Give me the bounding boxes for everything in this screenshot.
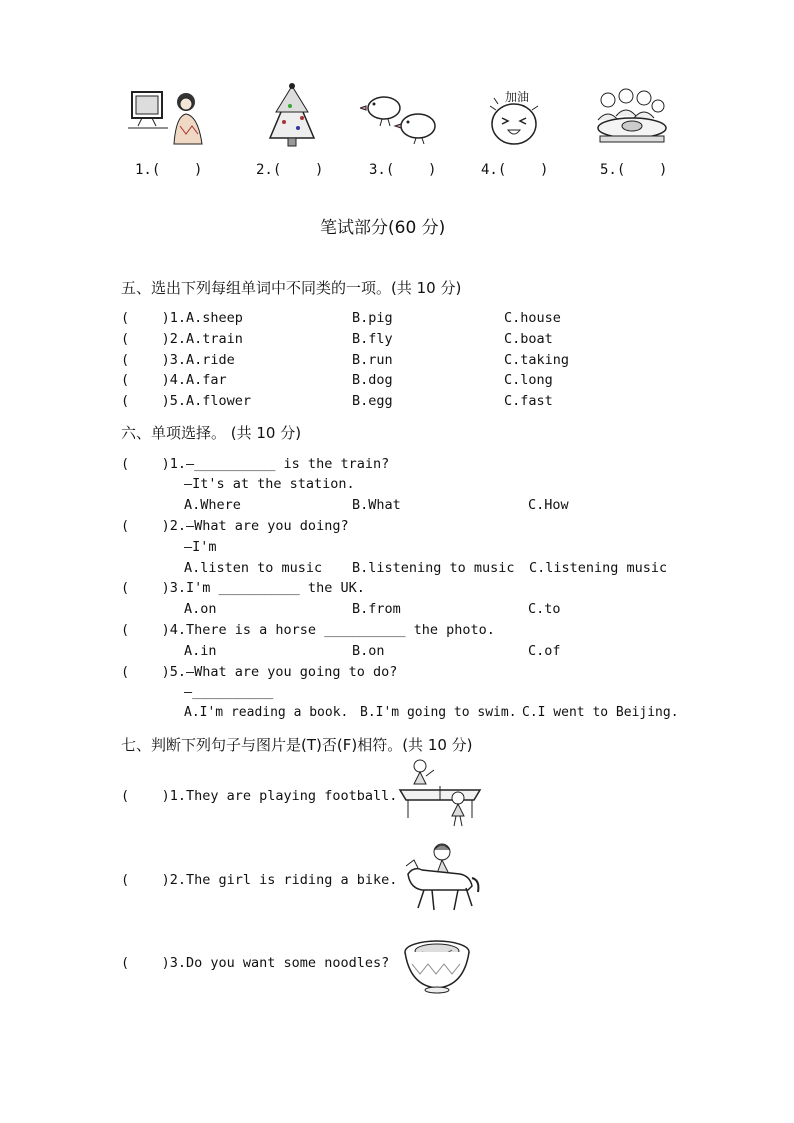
sec6-q2-option-b: B.listening to music xyxy=(352,560,515,576)
sec5-q3-c: C.taking xyxy=(504,352,570,368)
sec6-heading: 六、单项选择。 (共 10 分) xyxy=(121,424,302,442)
sec5-q4-c: C.long xyxy=(504,372,553,388)
girl-riding-horse-icon xyxy=(400,840,480,916)
sec7-q3[interactable]: ( )3.Do you want some noodles? xyxy=(121,955,390,971)
sec6-q5-option-a: A.I'm reading a book. xyxy=(184,705,349,720)
cheer-caption: 加油 xyxy=(505,90,530,104)
sec6-q2-line1[interactable]: ( )2.—What are you doing? xyxy=(121,518,349,534)
picture-2-answer[interactable]: 2.( ) xyxy=(256,162,324,178)
sec6-q5-line2: —__________ xyxy=(184,684,274,700)
sec5-q4-b: B.dog xyxy=(352,372,393,388)
sec6-q2-option-c: C.listening music xyxy=(529,560,668,576)
sec6-q1-option-c: C.How xyxy=(528,497,569,513)
ping-pong-icon xyxy=(396,756,482,828)
sec6-q4-option-b: B.on xyxy=(352,643,385,659)
sec5-q1-c: C.house xyxy=(504,310,561,326)
picture-5-answer[interactable]: 5.( ) xyxy=(600,162,668,178)
sec6-q3-option-c: C.to xyxy=(528,601,561,617)
sec6-q4-option-a: A.in xyxy=(184,643,217,659)
sec6-q2-option-a: A.listen to music xyxy=(184,560,323,576)
sec5-q5-c: C.fast xyxy=(504,393,553,409)
christmas-tree-icon xyxy=(262,82,322,150)
chicks-icon xyxy=(360,90,444,146)
picture-1-answer[interactable]: 1.( ) xyxy=(135,162,203,178)
picture-3-answer[interactable]: 3.( ) xyxy=(369,162,437,178)
sec6-q1-line2: —It's at the station. xyxy=(184,476,355,492)
sec5-q2-b: B.fly xyxy=(352,331,393,347)
girl-watching-tv-icon xyxy=(128,86,212,150)
sec5-q3-b: B.run xyxy=(352,352,393,368)
sec5-q2-a[interactable]: ( )2.A.train xyxy=(121,331,243,347)
sec5-q2-c: C.boat xyxy=(504,331,553,347)
sec5-q4-a[interactable]: ( )4.A.far xyxy=(121,372,227,388)
sec6-q3-line1[interactable]: ( )3.I'm __________ the UK. xyxy=(121,580,365,596)
sec6-q5-option-c: C.I went to Beijing. xyxy=(522,705,679,720)
sec6-q5-line1[interactable]: ( )5.—What are you going to do? xyxy=(121,664,398,680)
sec7-q2[interactable]: ( )2.The girl is riding a bike. xyxy=(121,872,398,888)
sec5-heading: 五、选出下列每组单词中不同类的一项。(共 10 分) xyxy=(121,279,462,297)
sec6-q3-option-b: B.from xyxy=(352,601,401,617)
sec5-q3-a[interactable]: ( )3.A.ride xyxy=(121,352,235,368)
sec6-q2-line2: —I'm xyxy=(184,539,217,555)
sec6-q1-option-a: A.Where xyxy=(184,497,241,513)
family-dinner-icon xyxy=(594,86,670,146)
sec5-q1-a[interactable]: ( )1.A.sheep xyxy=(121,310,243,326)
sec6-q4-option-c: C.of xyxy=(528,643,561,659)
sec6-q1-option-b: B.What xyxy=(352,497,401,513)
sec6-q1-line1[interactable]: ( )1.—__________ is the train? xyxy=(121,456,390,472)
picture-4-answer[interactable]: 4.( ) xyxy=(481,162,549,178)
sec7-heading: 七、判断下列句子与图片是(T)否(F)相符。(共 10 分) xyxy=(121,736,473,754)
sec6-q5-option-b: B.I'm going to swim. xyxy=(360,705,517,720)
noodle-bowl-icon xyxy=(402,934,472,994)
sec6-q4-line1[interactable]: ( )4.There is a horse __________ the photo. xyxy=(121,622,495,638)
sec5-q5-b: B.egg xyxy=(352,393,393,409)
sec5-q1-b: B.pig xyxy=(352,310,393,326)
sec6-q3-option-a: A.on xyxy=(184,601,217,617)
sec7-q1[interactable]: ( )1.They are playing football. xyxy=(121,788,398,804)
sec5-q5-a[interactable]: ( )5.A.flower xyxy=(121,393,252,409)
section-title: 笔试部分(60 分) xyxy=(320,218,446,238)
